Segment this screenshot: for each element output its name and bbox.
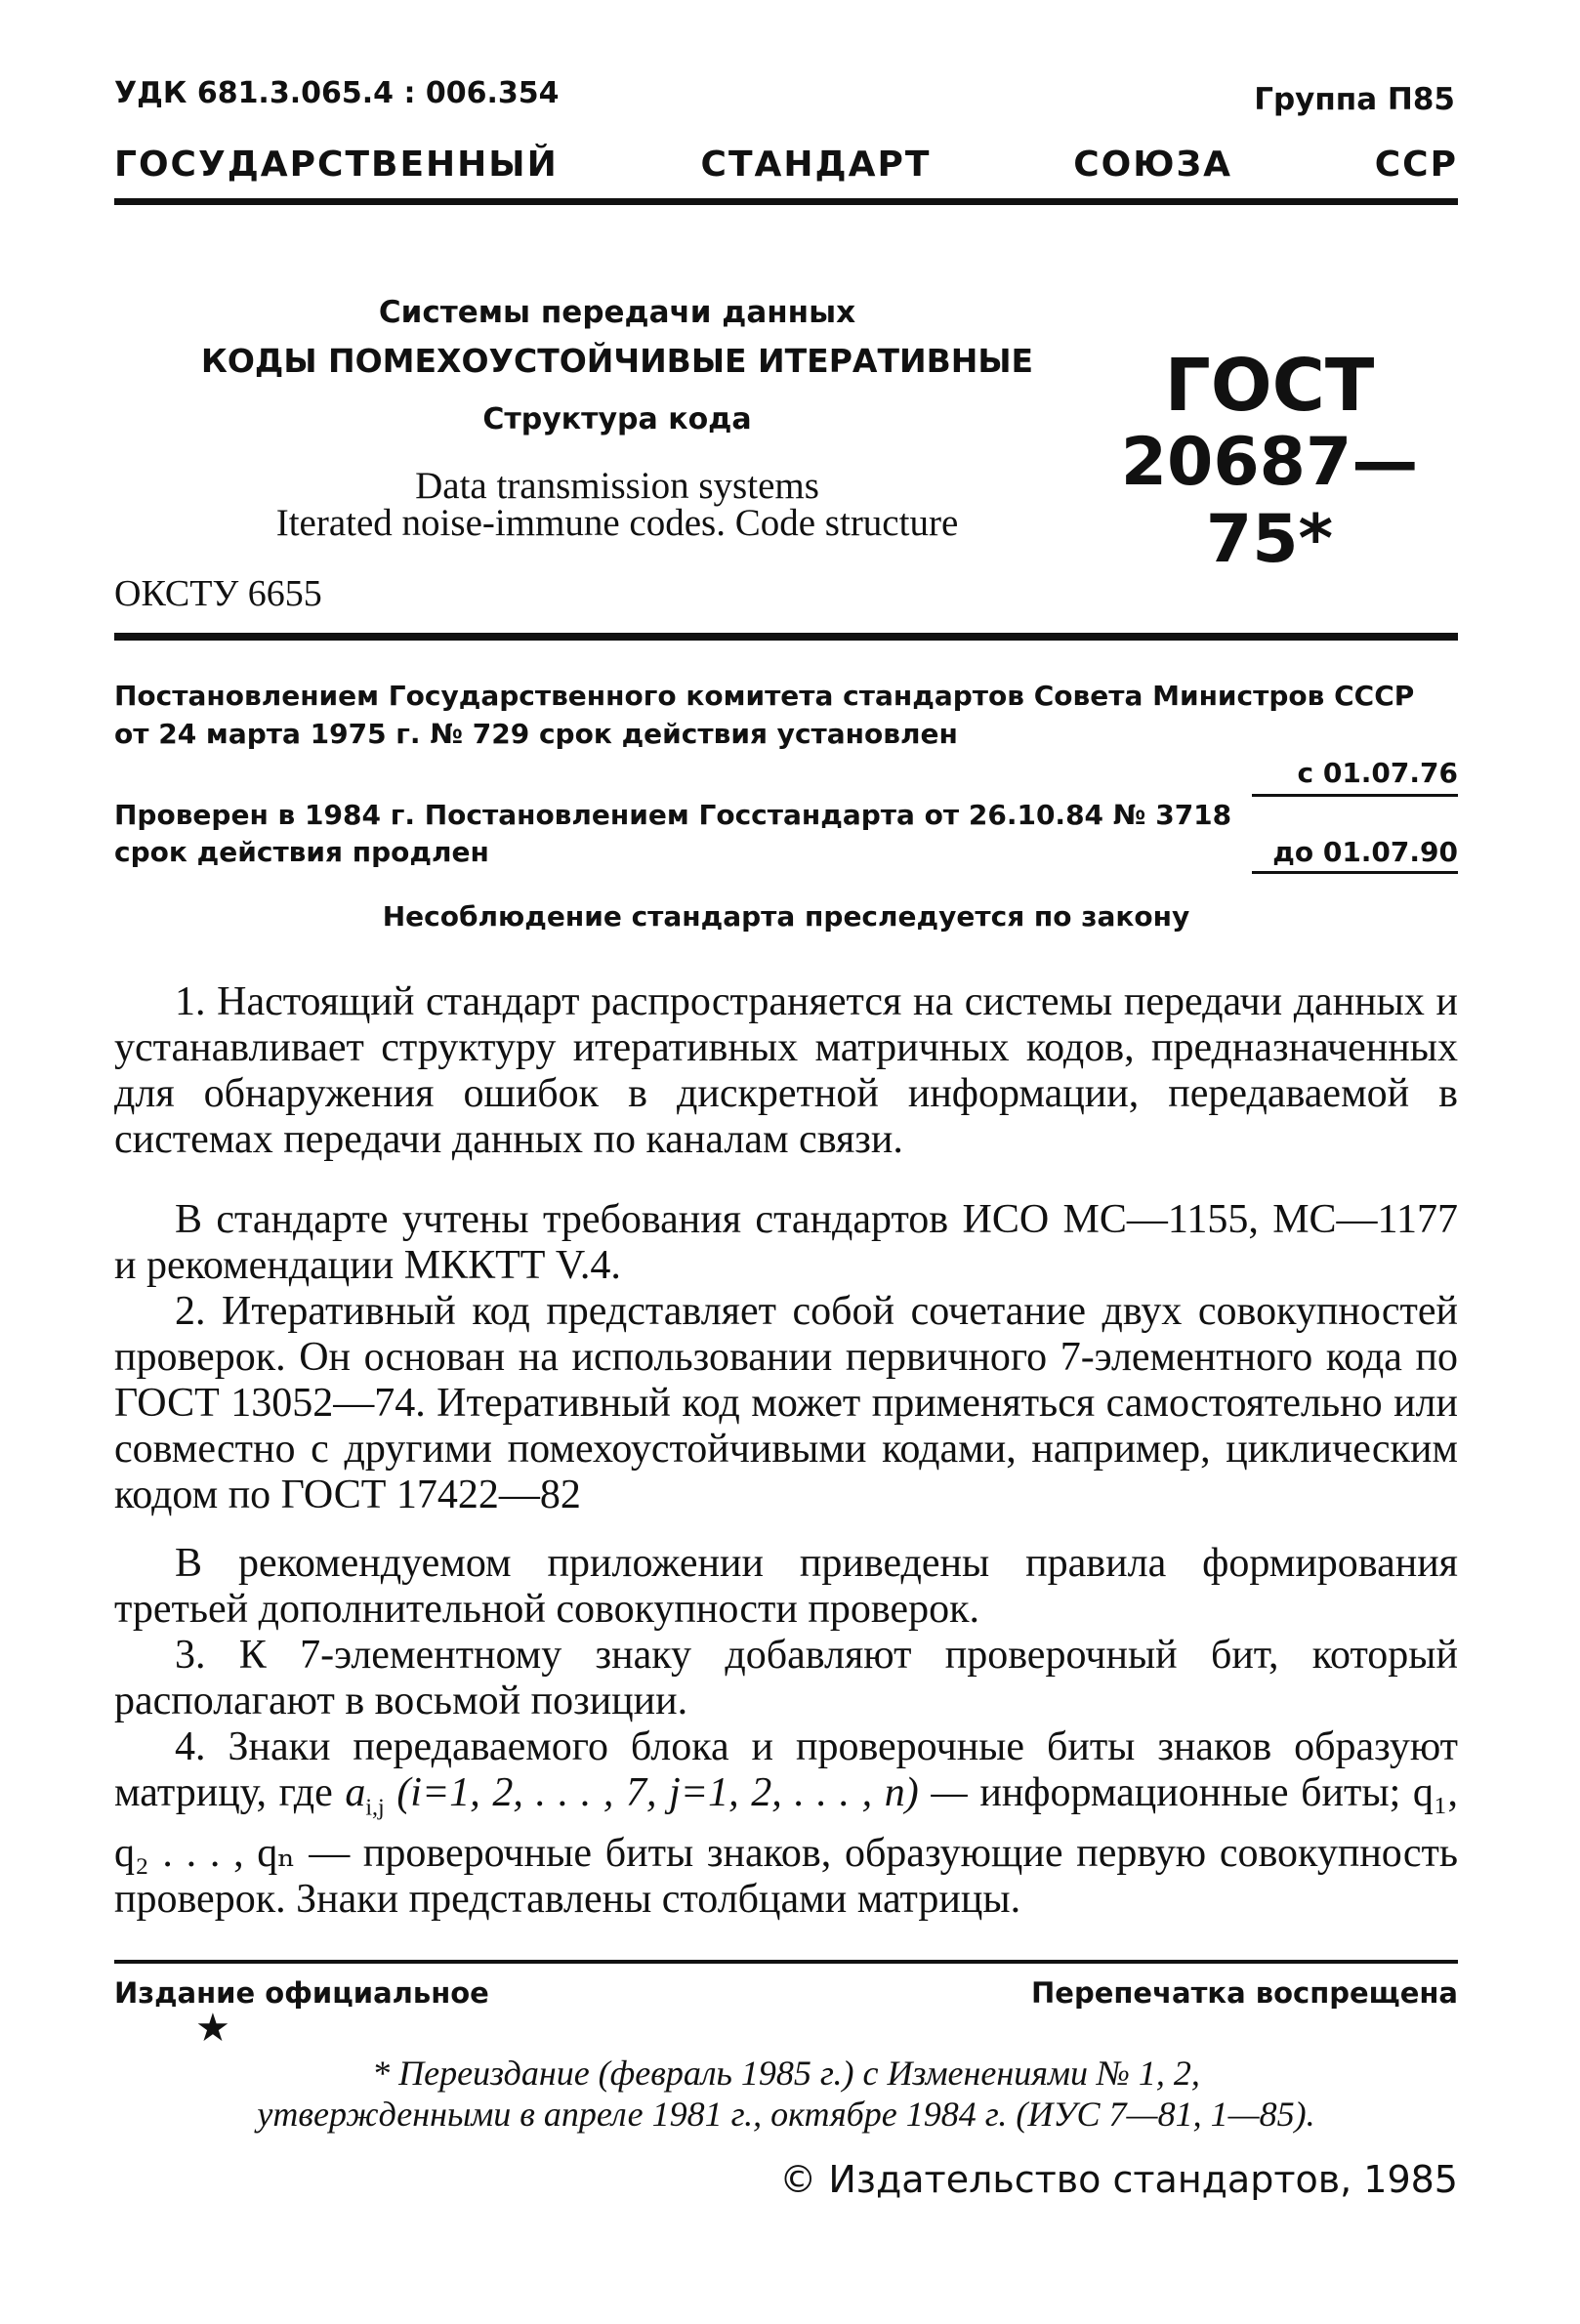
okstu-code: ОКСТУ 6655: [114, 573, 322, 614]
star-icon: ★: [195, 2006, 230, 2051]
decree-line-3: Проверен в 1984 г. Постановлением Госстандарта от 26.10.84 № 3718: [114, 799, 1232, 831]
reissue-note-2: утвержденными в апреле 1981 г., октябре 1984 г. (ИУС 7—81, 1—85).: [257, 2095, 1315, 2134]
title-rule: [114, 633, 1458, 641]
gost-number: 20687—75*: [1120, 424, 1419, 578]
group-code: Группа П85: [1254, 82, 1455, 117]
body-paragraph-3: 2. Итеративный код представляет собой сочетание двух совокупностей проверок. Он основан на использовании первичного 7-элементного кода по ГОСТ 13052—74. Итеративный код может применяться самостоятельно или совместно с другими помехоустойчивыми кодами, например, циклическим кодом по ГОСТ 17422—82: [114, 1289, 1458, 1517]
valid-from-date: с 01.07.76: [1297, 757, 1458, 789]
title-english-2: Iterated noise-immune codes. Code structure: [275, 502, 959, 544]
gost-label: ГОСТ: [1164, 344, 1375, 428]
body-paragraph-5: 3. К 7-элементному знаку добавляют проверочный бит, который располагают в восьмой позиции.: [114, 1633, 1458, 1723]
reprint-prohibited: Перепечатка воспрещена: [1031, 1976, 1458, 2010]
decree-line-1: Постановлением Государственного комитета стандартов Совета Министров СССР: [114, 680, 1415, 712]
p6-text-a: 4. Знаки передаваемого блока и проверочные биты знаков образуют матрицу, где: [114, 1724, 1458, 1815]
header-rule: [114, 198, 1458, 205]
p6-text-d: q₁, q₂ . . . , qₙ — проверочные биты знаков, образующие первую совокупность проверок. Знаки представлены столбцами матрицы.: [114, 1770, 1459, 1923]
title-main: КОДЫ ПОМЕХОУСТОЙЧИВЫЕ ИТЕРАТИВНЫЕ: [200, 342, 1034, 380]
title-english-1: Data transmission systems: [415, 465, 819, 507]
footer-rule: [114, 1960, 1458, 1964]
decree-line-2: от 24 марта 1975 г. № 729 срок действия установлен: [114, 718, 958, 750]
copyright: © Издательство стандартов, 1985: [779, 2158, 1458, 2201]
body-paragraph-6: [114, 1724, 1458, 1923]
legal-warning: Несоблюдение стандарта преследуется по закону: [382, 900, 1190, 933]
udk-code: УДК 681.3.065.4 : 006.354: [114, 76, 560, 110]
body-paragraph-1: 1. Настоящий стандарт распространяется на системы передачи данных и устанавливает структуру итеративных матричных кодов, предназначенных для обнаружения ошибок в дискретной информации, передаваемой в системах передачи данных по каналам связи.: [114, 979, 1458, 1162]
matrix-element-symbol: a: [345, 1770, 366, 1815]
title-sub: Структура кода: [482, 402, 752, 436]
decree-line-4: срок действия продлен: [114, 836, 489, 868]
reissue-note-1: * Переиздание (февраль 1985 г.) с Изменениями № 1, 2,: [372, 2054, 1200, 2093]
valid-to-date: до 01.07.90: [1272, 836, 1458, 868]
title-system: Системы передачи данных: [378, 295, 856, 330]
valid-to-rule: [1252, 871, 1458, 874]
p6-text-c: информационные биты;: [979, 1770, 1401, 1815]
state-standard-banner: ГОСУДАРСТВЕННЫЙ СТАНДАРТ СОЮЗА ССР: [114, 145, 1458, 185]
official-edition: Издание официальное: [114, 1976, 489, 2010]
index-range: (i=1, 2, . . . , 7, j=1, 2, . . . , n) —: [396, 1770, 968, 1815]
valid-from-rule: [1252, 794, 1458, 797]
body-paragraph-2: В стандарте учтены требования стандартов ИСО МС—1155, МС—1177 и рекомендации МККТТ V.4.: [114, 1197, 1458, 1288]
body-paragraph-4: В рекомендуемом приложении приведены правила формирования третьей дополнительной совокупности проверок.: [114, 1541, 1458, 1632]
matrix-element-index: i,j: [365, 1795, 385, 1821]
